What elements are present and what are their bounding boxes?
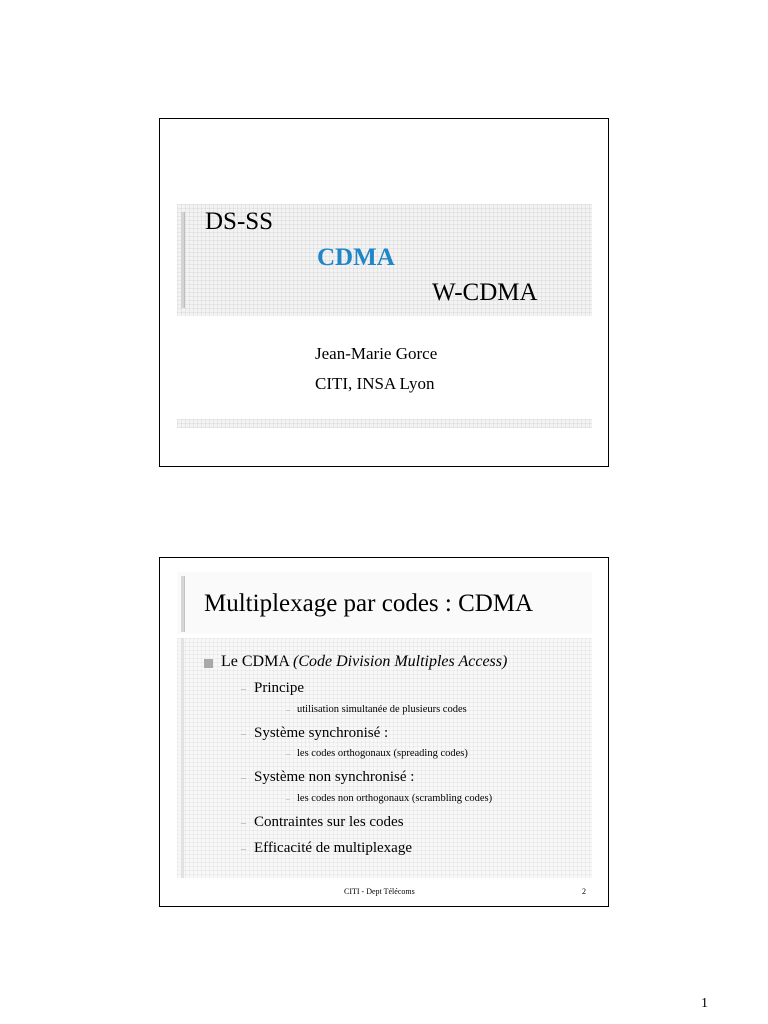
- title-line-dsss: DS-SS: [205, 208, 274, 235]
- title-accent-bar: [181, 212, 185, 308]
- title-line-wcdma: W-CDMA: [432, 279, 538, 306]
- dash-icon: –: [241, 818, 246, 829]
- dash-icon: –: [241, 684, 246, 695]
- list-item-label: Principe: [254, 680, 304, 696]
- list-subitem: [286, 749, 468, 760]
- bottom-band: [177, 419, 592, 428]
- list-subitem-label: les codes non orthogonaux (scrambling codes): [297, 793, 493, 804]
- dash-icon: –: [286, 794, 290, 803]
- content-accent-bar: [181, 638, 184, 878]
- list-item-label: Efficacité de multiplexage: [254, 840, 412, 856]
- dash-icon: –: [241, 773, 246, 784]
- list-subitem-label: utilisation simultanée de plusieurs codes: [297, 704, 467, 715]
- list-item: [241, 681, 304, 696]
- slide-1: [159, 118, 609, 467]
- bullet-square-icon: [204, 659, 213, 668]
- title-accent-bar: [181, 576, 185, 632]
- list-subitem: [286, 705, 467, 716]
- bullet-main: [221, 654, 507, 670]
- dash-icon: –: [286, 705, 290, 714]
- list-item: [241, 770, 414, 785]
- dash-icon: –: [241, 844, 246, 855]
- slide-title: Multiplexage par codes : CDMA: [204, 590, 534, 617]
- bullet-main-text: Le CDMA: [221, 653, 289, 670]
- list-subitem-label: les codes orthogonaux (spreading codes): [297, 748, 468, 759]
- list-item-label: Système non synchronisé :: [254, 769, 415, 785]
- dash-icon: –: [241, 729, 246, 740]
- author-organization: CITI, INSA Lyon: [315, 374, 435, 393]
- dash-icon: –: [286, 749, 290, 758]
- list-subitem: [286, 794, 492, 805]
- list-item-label: Contraintes sur les codes: [254, 814, 404, 830]
- list-item: [241, 815, 404, 830]
- slide-number: 2: [582, 887, 586, 896]
- slide-2: [159, 557, 609, 907]
- title-line-cdma: CDMA: [317, 244, 395, 271]
- page-number: 1: [701, 996, 708, 1011]
- list-item: [241, 841, 412, 856]
- bullet-main-italic: (Code Division Multiples Access): [293, 653, 508, 670]
- slide-footer: CITI - Dept Télécoms: [344, 887, 415, 896]
- list-item-label: Système synchronisé :: [254, 725, 389, 741]
- author-name: Jean-Marie Gorce: [315, 344, 438, 363]
- list-item: [241, 726, 388, 741]
